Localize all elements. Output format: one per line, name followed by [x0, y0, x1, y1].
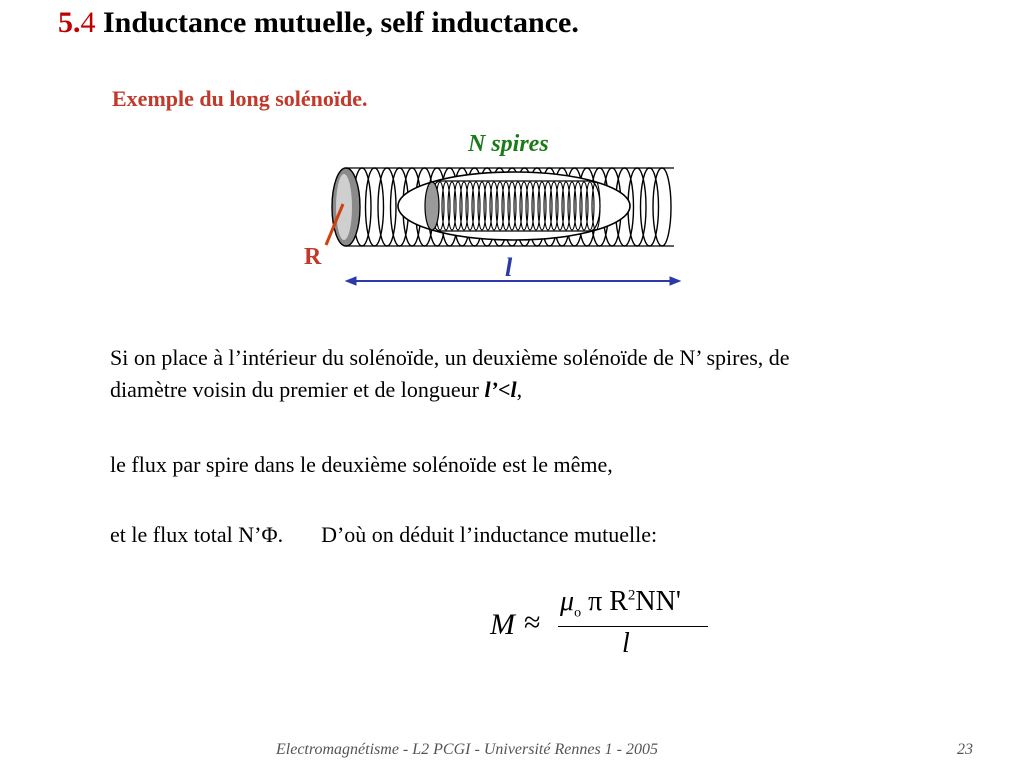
length-arrow-icon [346, 277, 680, 285]
n-spires-label: N spires [468, 131, 549, 157]
paragraph-1 [110, 342, 790, 406]
total-flux-text: et le flux total N’Φ. [110, 522, 284, 547]
formula-lhs: M [490, 608, 515, 641]
inner-solenoid-icon [398, 172, 630, 240]
mutual-inductance-formula [482, 584, 722, 664]
title-text: Inductance mutuelle, self inductance. [103, 6, 579, 39]
paragraph-3 [110, 519, 657, 551]
footer-text: Electromagnétisme - L2 PCGI - Université Rennes 1 - 2005 [276, 741, 658, 758]
section-number: 5.4 [58, 6, 96, 39]
approx-symbol: ≈ [524, 606, 541, 639]
fraction-bar [558, 626, 708, 627]
paragraph-2: le flux par spire dans le deuxième solénoïde est le même, [110, 452, 613, 477]
radius-label: R [304, 244, 322, 270]
length-label: l [505, 253, 513, 282]
slide-title [58, 6, 579, 40]
paragraph-1-line-1: Si on place à l’intérieur du solénoïde, un deuxième solénoïde de N’ spires, de [110, 345, 790, 370]
subtitle: Exemple du long solénoïde. [112, 86, 368, 111]
formula-numerator: $\mu_o$ π $R^2NN'$ [560, 586, 681, 621]
deduction-text: D’où on déduit l’inductance mutuelle: [321, 522, 658, 547]
length-inequality: l’<l [484, 377, 517, 402]
page-number: 23 [957, 741, 973, 758]
paragraph-1-line-2: diamètre voisin du premier et de longueur l’<l, [110, 377, 523, 402]
formula-denominator: l [622, 628, 630, 659]
solenoid-diagram [300, 150, 700, 300]
